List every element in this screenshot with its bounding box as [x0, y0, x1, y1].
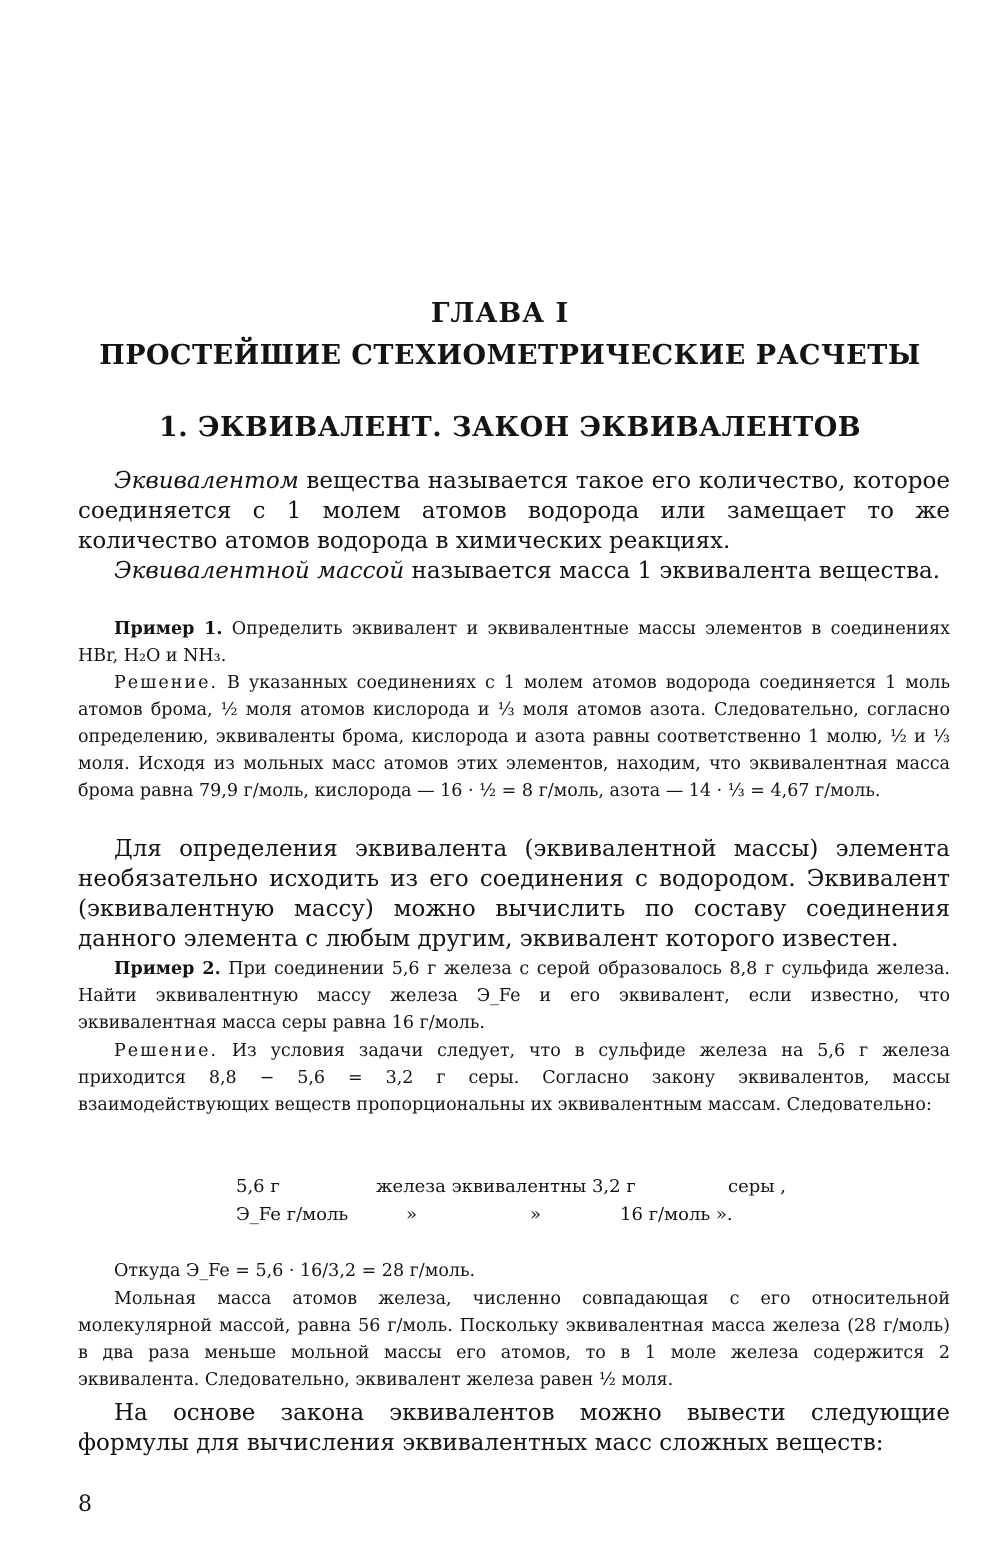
example-2: [78, 956, 950, 1037]
formula-r1c2: железа эквивалентны 3,2 г: [376, 1176, 636, 1197]
section-title: 1. ЭКВИВАЛЕНТ. ЗАКОН ЭКВИВАЛЕНТОВ: [158, 412, 862, 443]
example-1-solution: [78, 670, 950, 805]
paragraph-middle: Для определения эквивалента (эквивалентной массы) элемента необязательно исходить из его соединения с водородом. Эквивалент (эквивалентную массу) можно вычислить по составу соединения данного элемента с любым другим, эквивалент которого известен.: [78, 836, 950, 952]
term-equivalent-mass: Эквивалентной массой: [114, 558, 405, 584]
example-label: Пример 2.: [114, 959, 221, 979]
definition-equivalent: [78, 466, 950, 556]
formula-r1c1: 5,6 г: [236, 1176, 280, 1197]
example-text: Определить эквивалент и эквивалентные массы элементов в соединениях HBr, H₂O и NH₃.: [78, 619, 950, 666]
solution-text: В указанных соединениях с 1 молем атомов водорода соединяется 1 моль атомов брома, ½ моля атомов кислорода и ⅓ моля атомов азота. Следовательно, согласно определению, эквиваленты брома, кислорода и азота равны соответственно 1 молю, ½ и ⅓ моля. Исходя из мольных масс атомов этих элементов, находим, что эквивалентная масса брома равна 79,9 г/моль, кислорода — 16 · ½ = 8 г/моль, азота — 14 · ⅓ = 4,67 г/моль.: [78, 673, 950, 801]
example-label: Пример 1.: [114, 619, 223, 639]
example-2-solution: [78, 1038, 950, 1119]
definition-text: называется масса 1 эквивалента вещества.: [404, 558, 941, 584]
page-number: 8: [78, 1492, 92, 1517]
example-1: [78, 616, 950, 670]
whence-line: Откуда Э_Fe = 5,6 · 16/3,2 = 28 г/моль.: [114, 1261, 476, 1281]
term-equivalent: Эквивалентом: [114, 468, 299, 494]
chapter-title: ПРОСТЕЙШИЕ СТЕХИОМЕТРИЧЕСКИЕ РАСЧЕТЫ: [99, 340, 921, 371]
solution-text: Из условия задачи следует, что в сульфиде железа на 5,6 г железа приходится 8,8 − 5,6 = 3,2 г серы. Согласно закону эквивалентов, массы взаимодействующих веществ пропорциональны их эквивалентным массам. Следовательно:: [78, 1041, 950, 1115]
definition-text: вещества называется такое его количество, которое соединяется с 1 молем атомов водорода или замещает то же количество атомов водорода в химических реакциях.: [78, 468, 950, 554]
chapter-label: ГЛАВА I: [430, 298, 570, 329]
molar-mass-paragraph: Мольная масса атомов железа, численно совпадающая с его относительной молекулярной массой, равна 56 г/моль. Поскольку эквивалентная масса железа (28 г/моль) в два раза меньше мольной массы его атомов, то в 1 моле железа содержится 2 эквивалента. Следовательно, эквивалент железа равен ½ моля.: [78, 1289, 950, 1390]
formula-r2c2: »: [406, 1204, 418, 1225]
solution-label: Решение.: [114, 1041, 219, 1061]
example-text: При соединении 5,6 г железа с серой образовалось 8,8 г сульфида железа. Найти эквивалентную массу железа Э_Fe и его эквивалент, если известно, что эквивалентная масса серы равна 16 г/моль.: [78, 959, 950, 1033]
definition-equivalent-mass: [78, 556, 950, 586]
formula-r2c4: 16 г/моль ».: [620, 1204, 733, 1225]
paragraph-end: На основе закона эквивалентов можно вывести следующие формулы для вычисления эквивалентных масс сложных веществ:: [78, 1400, 950, 1456]
formula-r2c1: Э_Fe г/моль: [236, 1204, 349, 1225]
formula-r1c3: серы ,: [728, 1176, 787, 1197]
solution-label: Решение.: [114, 673, 219, 693]
formula-r2c3: »: [530, 1204, 542, 1225]
